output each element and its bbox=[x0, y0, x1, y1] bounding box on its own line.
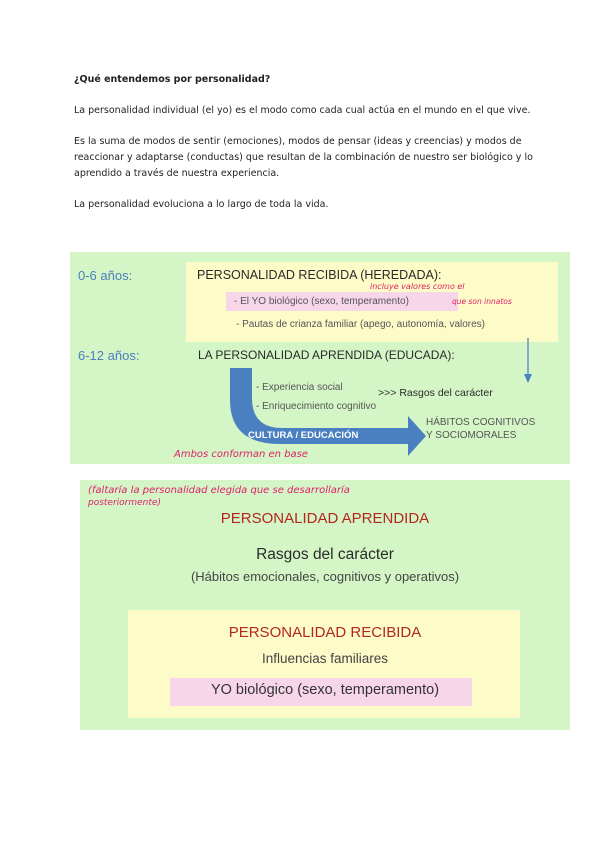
handwritten-note-chosen-personality: (faltaría la personalidad elegida que se desarrollaría bbox=[88, 485, 350, 496]
item-parenting-patterns: - Pautas de crianza familiar (apego, autonomía, valores) bbox=[236, 319, 486, 330]
intro-text bbox=[74, 72, 544, 228]
handwritten-note-later: posteriormente) bbox=[88, 498, 161, 508]
received-personality-title: PERSONALIDAD RECIBIDA bbox=[228, 624, 422, 641]
habits-label bbox=[426, 416, 535, 442]
age-label-0-6: 0-6 años: bbox=[78, 268, 133, 283]
personality-layers-diagram bbox=[80, 480, 570, 730]
character-traits-label: >>> Rasgos del carácter bbox=[378, 387, 493, 399]
item-cognitive-enrichment: - Enriquecimiento cognitivo bbox=[256, 401, 377, 412]
intro-paragraph-2: Es la suma de modos de sentir (emociones), modos de pensar (ideas y creencias) y modos de reaccionar y adaptarse (conductas) que resultan de la combinación de nuestro ser biológico y lo aprendido a través de nuestra experiencia. bbox=[74, 136, 533, 179]
age-label-6-12: 6-12 años: bbox=[78, 348, 140, 363]
intro-paragraph-3: La personalidad evoluciona a lo largo de toda la vida. bbox=[74, 199, 329, 210]
item-social-experience: - Experiencia social bbox=[256, 382, 343, 393]
received-personality-heading: PERSONALIDAD RECIBIDA (HEREDADA): bbox=[197, 268, 442, 282]
biological-self-label: YO biológico (sexo, temperamento) bbox=[210, 682, 440, 698]
intro-question: ¿Qué entendemos por personalidad? bbox=[74, 74, 271, 85]
habits-subtitle: (Hábitos emocionales, cognitivos y operativos) bbox=[190, 569, 460, 584]
culture-education-label: CULTURA / EDUCACIÓN bbox=[248, 430, 359, 441]
item-biological-self: - El YO biológico (sexo, temperamento) bbox=[234, 296, 409, 307]
intro-paragraph-1: La personalidad individual (el yo) es el modo como cada cual actúa en el mundo en el que vive. bbox=[74, 105, 531, 116]
personality-development-diagram bbox=[70, 252, 570, 464]
habits-line-2: Y SOCIOMORALES bbox=[426, 430, 517, 441]
character-traits-title: Rasgos del carácter bbox=[256, 546, 394, 563]
learned-personality-heading: LA PERSONALIDAD APRENDIDA (EDUCADA): bbox=[198, 348, 455, 362]
handwritten-note-innate: que son innatos bbox=[452, 297, 512, 306]
handwritten-note-innate-values: incluye valores como el bbox=[370, 282, 465, 291]
family-influences-label: Influencias familiares bbox=[261, 651, 389, 666]
handwritten-note-both: Ambos conforman en base bbox=[174, 449, 309, 460]
learned-personality-title: PERSONALIDAD APRENDIDA bbox=[220, 510, 430, 527]
habits-line-1: HÁBITOS COGNITIVOS bbox=[426, 417, 536, 428]
